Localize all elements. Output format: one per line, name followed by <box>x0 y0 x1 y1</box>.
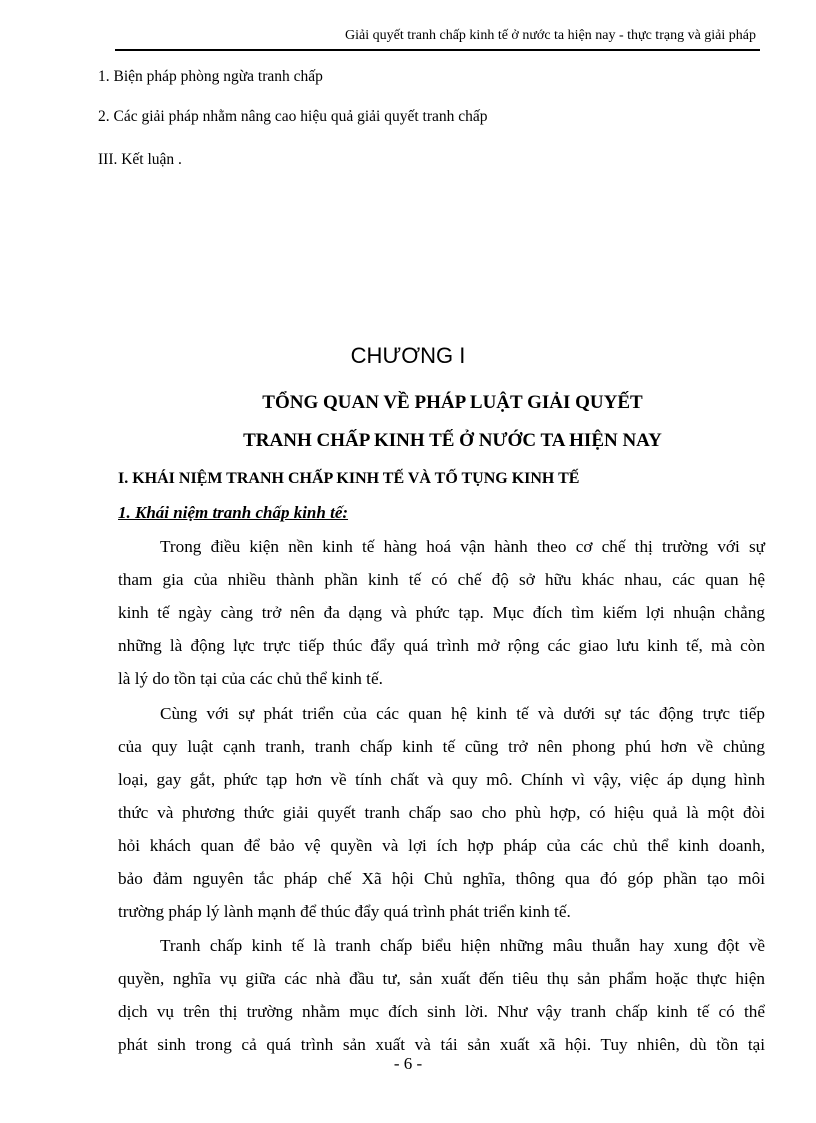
running-title: Giải quyết tranh chấp kinh tế ở nước ta hiện nay - thực trạng và giải pháp <box>345 28 756 43</box>
paragraph-line: kinh tế ngày càng trở nên đa dạng và phức tạp. Mục đích tìm kiếm lợi nhuận chẳng <box>118 603 765 622</box>
header-divider <box>115 49 760 51</box>
chapter-label: CHƯƠNG I <box>350 343 466 368</box>
paragraph-line: là lý do tồn tại của các chủ thể kinh tế. <box>118 669 383 688</box>
paragraph-line: bảo đảm nguyên tắc pháp chế Xã hội Chủ nghĩa, thông qua đó góp phần tạo môi <box>118 869 765 888</box>
paragraph-line: quyền, nghĩa vụ giữa các nhà đầu tư, sản xuất đến tiêu thụ sản phẩm hoặc thực hiện <box>118 969 765 988</box>
paragraph-line: hỏi khách quan để bảo vệ quyền và lợi ích hợp pháp của các chủ thể kinh doanh, <box>118 836 765 855</box>
paragraph-line: Trong điều kiện nền kinh tế hàng hoá vận hành theo cơ chế thị trường với sự <box>160 537 765 556</box>
toc-item: 1. Biện pháp phòng ngừa tranh chấp <box>98 68 323 85</box>
paragraph-line: của quy luật cạnh tranh, tranh chấp kinh tế cũng trở nên phong phú hơn về chủng <box>118 737 765 756</box>
paragraph-line: Tranh chấp kinh tế là tranh chấp biểu hiện những mâu thuẫn hay xung đột về <box>160 936 765 955</box>
paragraph-line: Cùng với sự phát triển của các quan hệ kinh tế và dưới sự tác động trực tiếp <box>160 704 765 723</box>
paragraph-line: tham gia của nhiều thành phần kinh tế có chế độ sở hữu khác nhau, các quan hệ <box>118 570 765 589</box>
section-heading: I. KHÁI NIỆM TRANH CHẤP KINH TẾ VÀ TỐ TỤNG KINH TẾ <box>118 470 580 487</box>
paragraph-line: loại, gay gắt, phức tạp hơn về tính chất và quy mô. Chính vì vậy, việc áp dụng hình <box>118 770 765 789</box>
paragraph-line: trường pháp lý lành mạnh để thúc đẩy quá trình phát triển kinh tế. <box>118 902 571 921</box>
paragraph-line: thức và phương thức giải quyết tranh chấp sao cho phù hợp, có hiệu quả là một đòi <box>118 803 765 822</box>
subsection-heading: 1. Khái niệm tranh chấp kinh tế: <box>118 503 349 522</box>
paragraph-line: phát sinh trong cả quá trình sản xuất và tái sản xuất xã hội. Tuy nhiên, dù tồn tại <box>118 1035 765 1054</box>
toc-item: 2. Các giải pháp nhằm nâng cao hiệu quả giải quyết tranh chấp <box>98 108 488 125</box>
paragraph-line: những là động lực trực tiếp thúc đẩy quá trình mở rộng các giao lưu kinh tế, mà còn <box>118 636 765 655</box>
chapter-title-line-1: TỔNG QUAN VỀ PHÁP LUẬT GIẢI QUYẾT <box>262 392 643 413</box>
paragraph-line: dịch vụ trên thị trường nhằm mục đích sinh lời. Như vậy tranh chấp kinh tế có thể <box>118 1002 765 1021</box>
chapter-title-line-2: TRANH CHẤP KINH TẾ Ở NƯỚC TA HIỆN NAY <box>243 430 662 451</box>
page-number: - 6 - <box>393 1054 423 1073</box>
toc-item: III. Kết luận . <box>98 151 182 168</box>
